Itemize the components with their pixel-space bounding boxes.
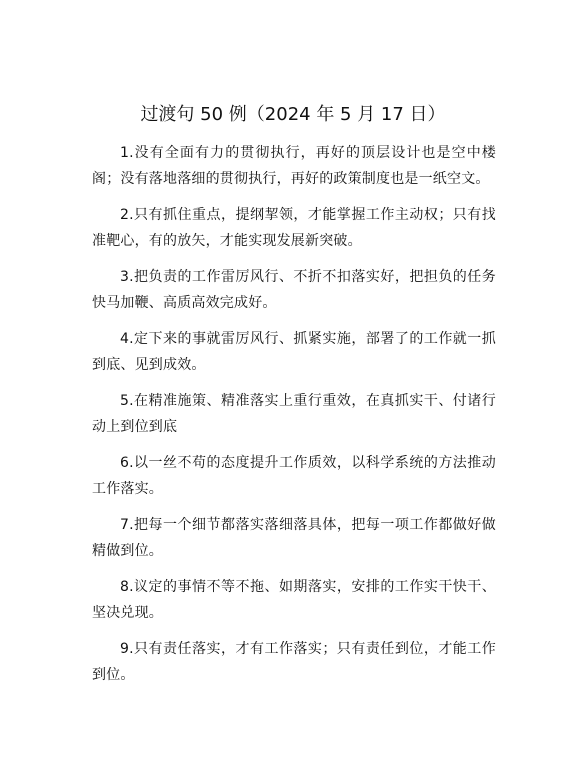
list-item: 8.议定的事情不等不拖、如期落实，安排的工作实干快干、坚决兑现。 (92, 579, 496, 621)
sentence-list (92, 140, 496, 698)
document-title: 过渡句 50 例（2024 年 5 月 17 日） (140, 104, 446, 125)
list-item: 4.定下来的事就雷厉风行、抓紧实施，部署了的工作就一抓到底、见到成效。 (92, 331, 496, 373)
list-item: 6.以一丝不苟的态度提升工作质效，以科学系统的方法推动工作落实。 (92, 455, 496, 497)
list-item: 1.没有全面有力的贯彻执行，再好的顶层设计也是空中楼阁；没有落地落细的贯彻执行，再好的政策制度也是一纸空文。 (92, 145, 496, 187)
list-item: 9.只有责任落实，才有工作落实；只有责任到位，才能工作到位。 (92, 641, 496, 683)
list-item: 7.把每一个细节都落实落细落具体，把每一项工作都做好做精做到位。 (92, 517, 496, 559)
list-item: 2.只有抓住重点，提纲挈领，才能掌握工作主动权；只有找准靶心，有的放矢，才能实现发展新突破。 (92, 207, 496, 249)
list-item: 3.把负责的工作雷厉风行、不折不扣落实好，把担负的任务快马加鞭、高质高效完成好。 (92, 269, 496, 311)
list-item: 5.在精准施策、精准落实上重行重效，在真抓实干、付诸行动上到位到底 (92, 393, 496, 435)
